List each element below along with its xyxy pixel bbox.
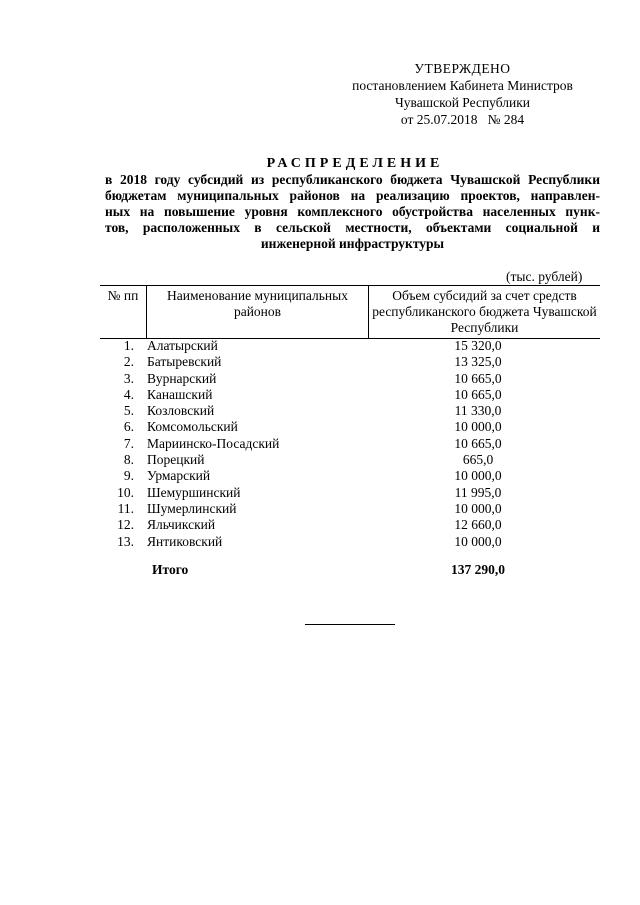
row-district: Алатырский [147,338,218,353]
row-district: Шумерлинский [147,500,237,516]
table-row [100,419,600,435]
approval-line-2: Чувашской Республики [394,95,531,110]
approval-line-3: от 25.07.2018 № 284 [400,112,525,127]
table-row [100,534,600,550]
table-body [100,338,600,550]
row-amount: 665,0 [462,452,494,468]
table-row [100,436,600,452]
row-amount: 11 330,0 [454,403,502,419]
subtitle-line: в 2018 году субсидий из республиканского бюджета Чувашской Республики [105,172,600,187]
total-amount: 137 290,0 [451,562,505,577]
total-label: Итого [152,562,189,577]
row-number: 13. [117,533,134,549]
row-district: Канашский [147,386,213,402]
table-header [100,285,600,339]
row-number: 4. [123,386,134,402]
row-district: Вурнарский [147,370,217,386]
row-district: Порецкий [147,452,205,468]
table-row [100,403,600,419]
approval-line-1: постановлением Кабинета Министров [352,78,573,93]
end-divider [305,624,395,625]
row-district: Янтиковский [147,533,223,549]
row-number: 11. [117,500,134,516]
row-amount: 10 665,0 [454,370,502,386]
row-number: 3. [123,370,134,386]
row-district: Комсомольский [147,419,238,435]
row-amount: 15 320,0 [454,338,502,353]
row-number: 12. [117,517,134,533]
row-district: Яльчикский [147,517,216,533]
row-amount: 10 000,0 [454,533,502,549]
table-row [100,485,600,501]
table-row [100,501,600,517]
subtitle-line: инженерной инфраструктуры [260,236,445,251]
approval-block [340,60,585,128]
row-district: Шемуршинский [147,484,241,500]
table-row [100,468,600,484]
row-number: 5. [123,403,134,419]
subtitle-line: бюджетам муниципальных районов на реализацию проектов, направлен- [105,188,600,203]
table-row [100,371,600,387]
header-name: Наименование муниципальных районов [147,286,369,339]
total-row [100,562,600,579]
row-number: 10. [117,484,134,500]
row-amount: 10 665,0 [454,386,502,402]
row-number: 8. [123,452,134,468]
row-amount: 10 665,0 [454,435,502,451]
row-district: Урмарский [147,468,211,484]
title-block [105,155,600,252]
row-district: Козловский [147,403,215,419]
table-row [100,452,600,468]
row-amount: 10 000,0 [454,500,502,516]
units-note: (тыс. рублей) [506,269,583,284]
header-num: № пп [100,286,147,339]
row-amount: 10 000,0 [454,419,502,435]
table-row [100,517,600,533]
table-row [100,338,600,354]
row-amount: 10 000,0 [454,468,502,484]
row-number: 6. [123,419,134,435]
row-district: Батыревский [147,354,222,370]
table-row [100,387,600,403]
subtitle-line: тов, расположенных в сельской местности, объектами социальной и [105,220,600,235]
subtitle-line: ных на повышение уровня комплексного обустройства населенных пунк- [105,204,600,219]
document-subtitle [105,172,600,252]
row-district: Мариинско-Посадский [147,435,280,451]
document-title: РАСПРЕДЕЛЕНИЕ [266,156,444,171]
row-amount: 13 325,0 [454,354,502,370]
table-row [100,354,600,370]
row-amount: 12 660,0 [454,517,502,533]
row-number: 2. [123,354,134,370]
row-number: 7. [123,435,134,451]
row-number: 1. [123,338,134,353]
approval-heading: УТВЕРЖДЕНО [414,61,511,76]
row-number: 9. [123,468,134,484]
row-amount: 11 995,0 [454,484,502,500]
header-amount: Объем субсидий за счет средств республиканского бюджета Чувашской Республики [369,286,601,339]
